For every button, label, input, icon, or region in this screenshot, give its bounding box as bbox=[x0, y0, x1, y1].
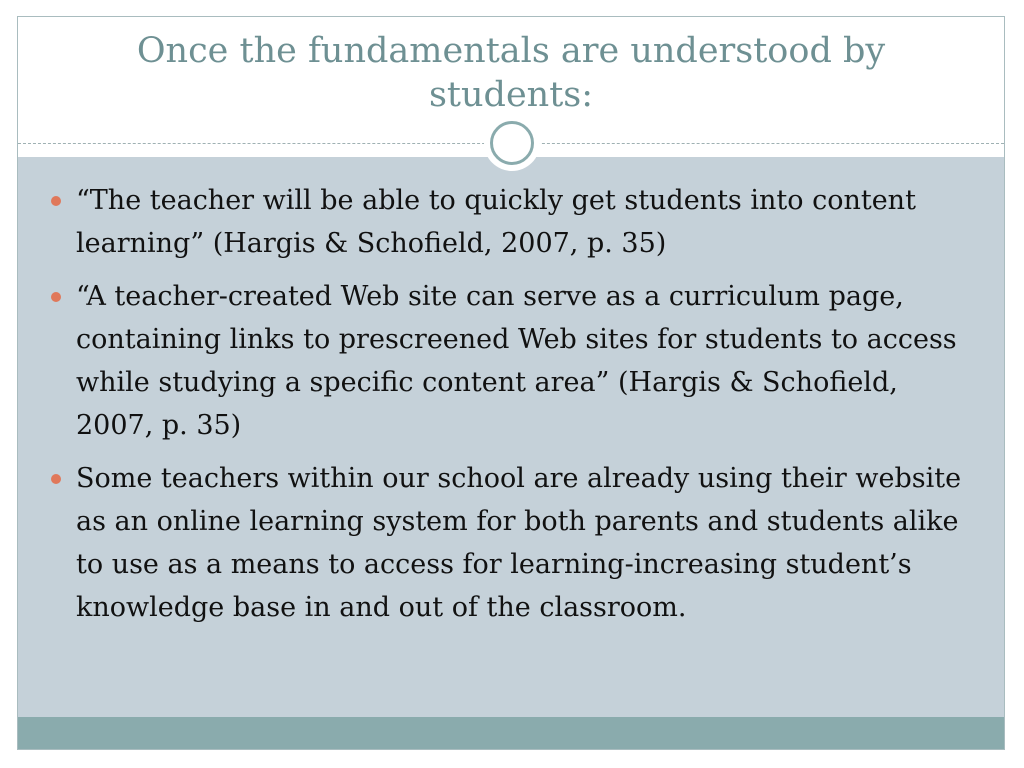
circle-ring-icon bbox=[484, 115, 540, 171]
slide bbox=[17, 16, 1005, 750]
footer-bar bbox=[18, 717, 1004, 749]
slide-title: Once the fundamentals are understood by students: bbox=[136, 31, 886, 115]
bullet-text: Some teachers within our school are already using their website as an online learning system for both parents and students alike to use as a means to access for learning-increasing student’s knowledge base in and out of the classroom. bbox=[76, 463, 962, 623]
bullet-item bbox=[76, 179, 982, 265]
bullet-text: “A teacher-created Web site can serve as a curriculum page, containing links to prescreened Web sites for students to access while studying a specific content area” (Hargis & Schofield, 2007, p. 35) bbox=[76, 281, 957, 441]
bullet-dot-icon bbox=[51, 292, 61, 302]
bullet-item bbox=[76, 457, 982, 629]
ornament-ring bbox=[490, 121, 534, 165]
bullet-text: “The teacher will be able to quickly get students into content learning” (Hargis & Schofield, 2007, p. 35) bbox=[76, 185, 916, 259]
bullet-list bbox=[18, 179, 1004, 639]
bullet-item bbox=[76, 275, 982, 447]
bullet-dot-icon bbox=[51, 196, 61, 206]
bullet-dot-icon bbox=[51, 474, 61, 484]
